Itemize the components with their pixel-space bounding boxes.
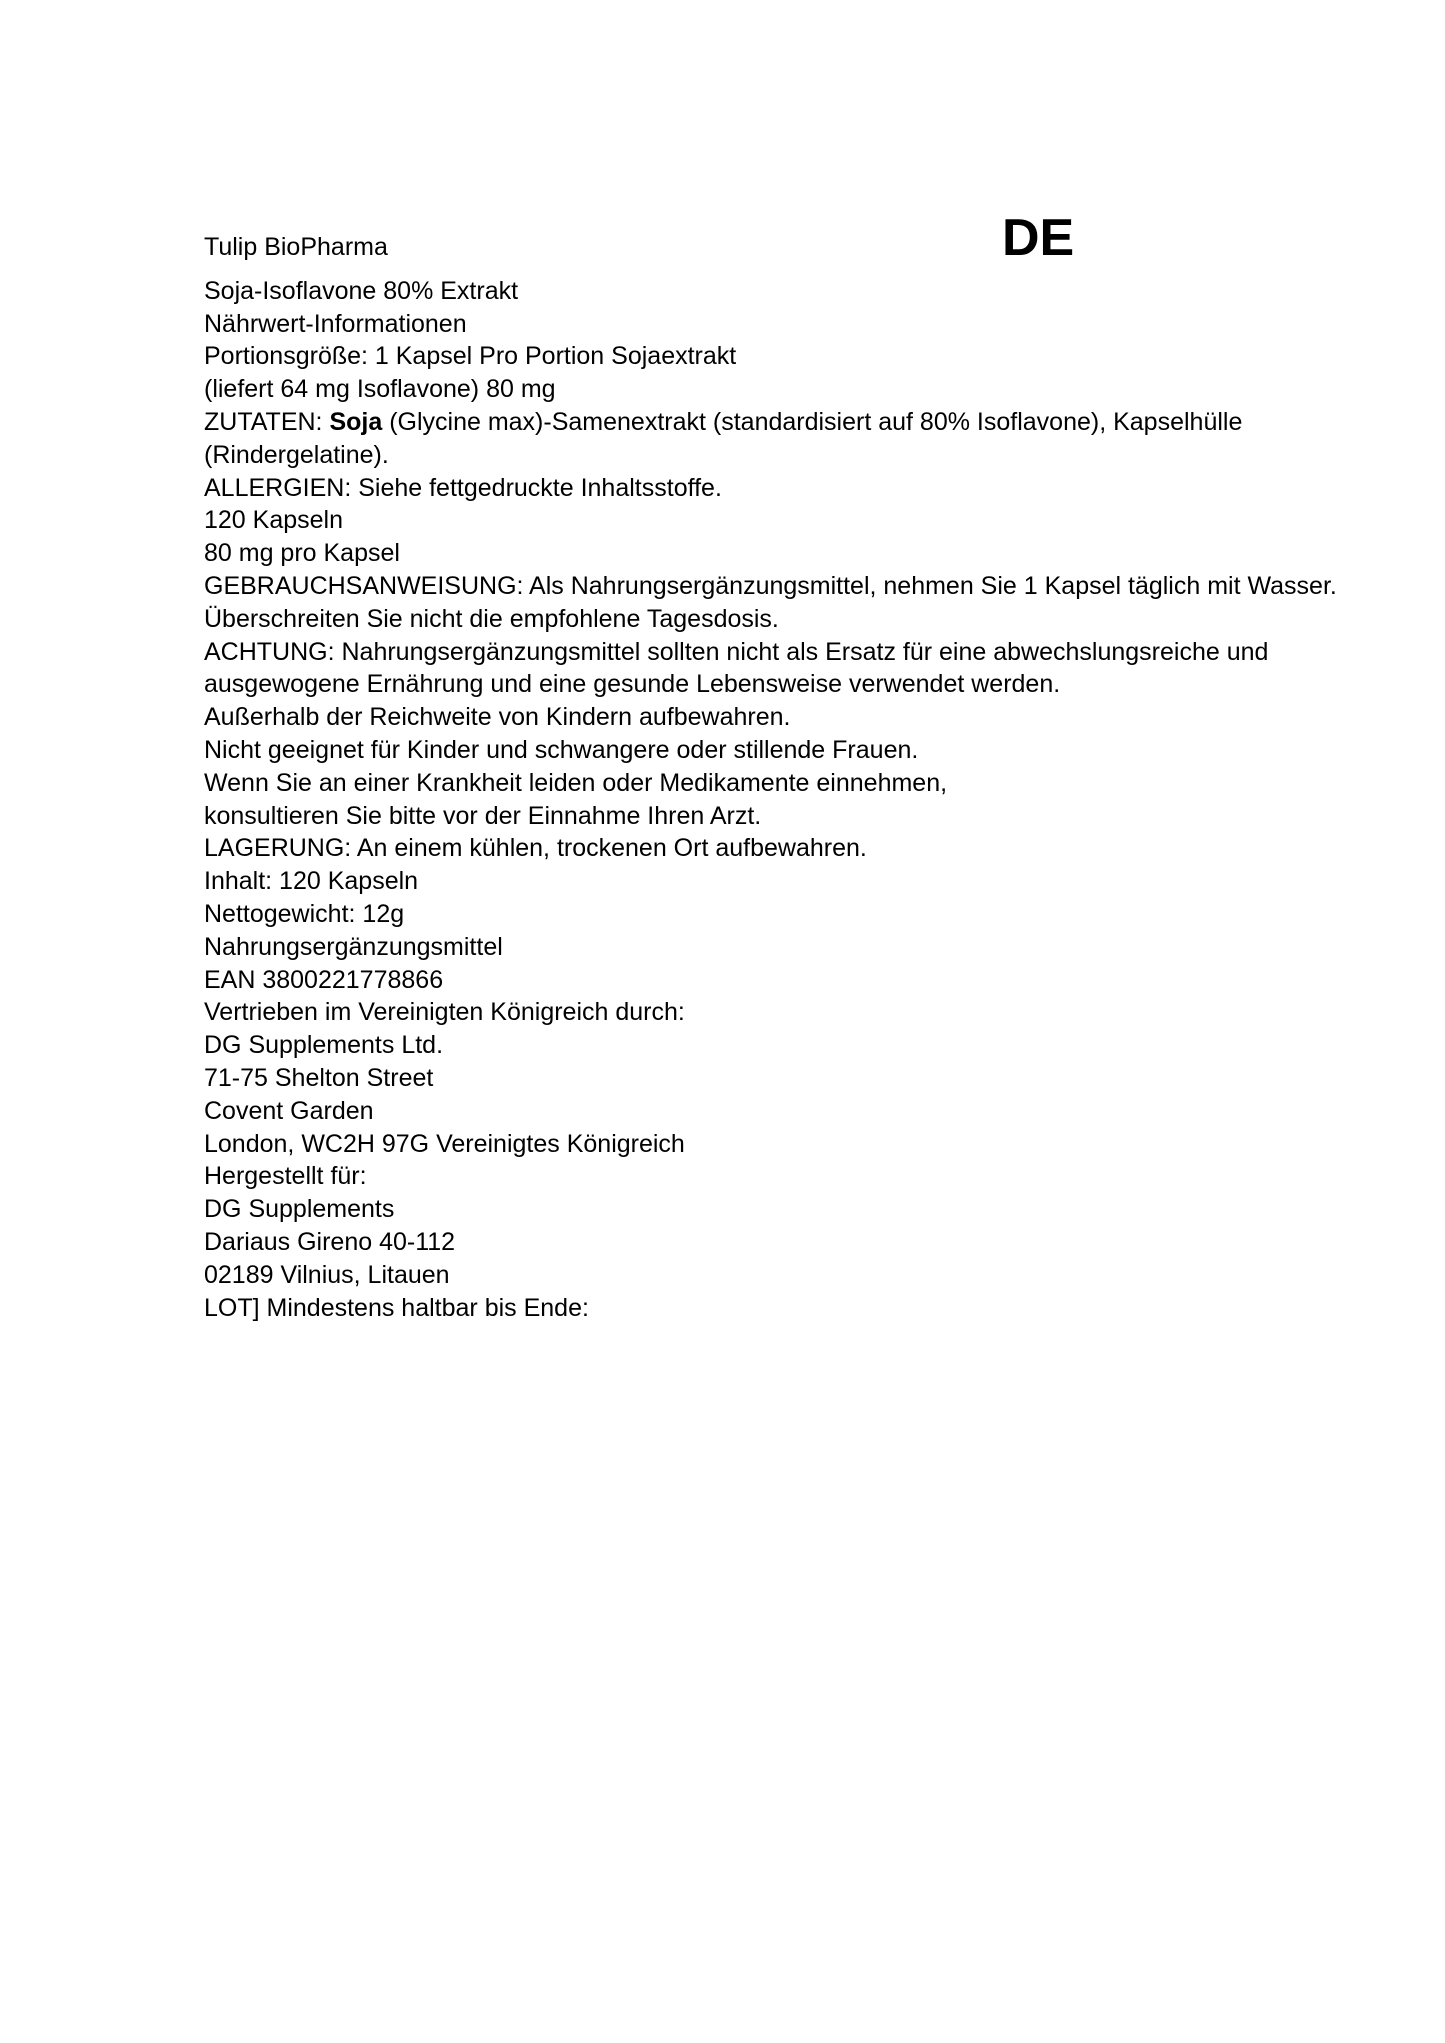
distributor-street-line: 71-75 Shelton Street <box>204 1063 434 1092</box>
distributor-city-line: London, WC2H 97G Vereinigtes Königreich <box>204 1129 685 1158</box>
warning-line-1: ACHTUNG: Nahrungsergänzungsmittel sollten nicht als Ersatz für eine abwechslungsreiche und <box>204 637 1269 666</box>
distributor-header-line: Vertrieben im Vereinigten Königreich durch: <box>204 998 685 1027</box>
storage-line: LAGERUNG: An einem kühlen, trockenen Ort aufbewahren. <box>204 834 867 863</box>
label-text-block <box>204 231 1364 1324</box>
directions-line: GEBRAUCHSANWEISUNG: Als Nahrungsergänzungsmittel, nehmen Sie 1 Kapsel täglich mit Wasser. <box>204 571 1337 600</box>
capsule-shell-line: (Rindergelatine). <box>204 440 389 469</box>
product-name-line: Soja-Isoflavone 80% Extrakt <box>204 276 519 305</box>
do-not-exceed-line: Überschreiten Sie nicht die empfohlene Tagesdosis. <box>204 604 779 633</box>
distributor-name-line: DG Supplements Ltd. <box>204 1031 444 1060</box>
contents-line: Inhalt: 120 Kapseln <box>204 867 419 896</box>
capsule-count-line: 120 Kapseln <box>204 506 344 535</box>
language-code-badge: DE <box>1002 209 1075 267</box>
ean-line: EAN 3800221778866 <box>204 965 444 994</box>
warning-line-2: ausgewogene Ernährung und eine gesunde Lebensweise verwendet werden. <box>204 670 1061 699</box>
dose-per-capsule-line: 80 mg pro Kapsel <box>204 539 400 568</box>
allergens-line: ALLERGIEN: Siehe fettgedruckte Inhaltsstoffe. <box>204 473 722 502</box>
manufacturer-street-line: Dariaus Gireno 40-112 <box>204 1227 456 1256</box>
ingredients-prefix: ZUTATEN: <box>204 407 330 436</box>
manufacturer-name-line: DG Supplements <box>204 1195 395 1224</box>
nutrition-info-line: Nährwert-Informationen <box>204 309 467 338</box>
ingredients-suffix: (Glycine max)-Samenextrakt (standardisiert auf 80% Isoflavone), Kapselhülle <box>382 407 1243 436</box>
illness-warning-line-2: konsultieren Sie bitte vor der Einnahme Ihren Arzt. <box>204 801 762 830</box>
manufacturer-city-line: 02189 Vilnius, Litauen <box>204 1260 450 1289</box>
illness-warning-line-1: Wenn Sie an einer Krankheit leiden oder Medikamente einnehmen, <box>204 768 948 797</box>
not-suitable-line: Nicht geeignet für Kinder und schwangere oder stillende Frauen. <box>204 735 919 764</box>
net-weight-line: Nettogewicht: 12g <box>204 899 405 928</box>
supplement-type-line: Nahrungsergänzungsmittel <box>204 932 503 961</box>
lot-best-before-line: LOT] Mindestens haltbar bis Ende: <box>204 1293 589 1322</box>
serving-size-line: Portionsgröße: 1 Kapsel Pro Portion Sojaextrakt <box>204 342 737 371</box>
ingredients-line <box>204 406 1364 439</box>
distributor-district-line: Covent Garden <box>204 1096 374 1125</box>
brand-line: Tulip BioPharma <box>204 233 388 261</box>
isoflavone-amount-line: (liefert 64 mg Isoflavone) 80 mg <box>204 375 556 404</box>
keep-away-children-line: Außerhalb der Reichweite von Kindern aufbewahren. <box>204 703 791 732</box>
ingredients-allergen-term: Soja <box>329 407 383 436</box>
manufacturer-header-line: Hergestellt für: <box>204 1162 367 1191</box>
